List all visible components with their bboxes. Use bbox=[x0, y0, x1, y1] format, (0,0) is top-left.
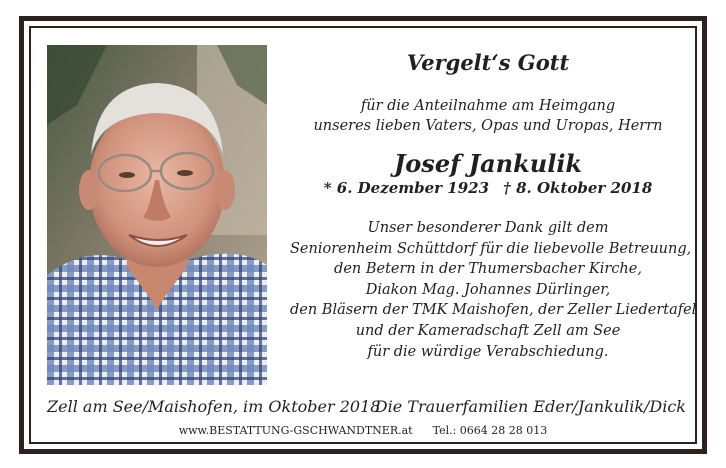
thanks-text bbox=[290, 218, 697, 362]
heading: Vergelt‘s Gott bbox=[406, 50, 570, 75]
thanks-line: und der Kameradschaft Zell am See bbox=[355, 322, 621, 339]
life-dates bbox=[290, 178, 686, 198]
website-link[interactable]: www.BESTATTUNG-GSCHWANDTNER.at bbox=[178, 424, 413, 437]
intro-line: für die Anteilnahme am Heimgang bbox=[360, 98, 616, 114]
intro-line: unseres lieben Vaters, Opas und Uropas, Herrn bbox=[313, 118, 663, 134]
deceased-name: Josef Jankulik bbox=[393, 149, 583, 178]
thanks-line: für die würdige Verabschiedung. bbox=[367, 343, 609, 360]
birth-date: * 6. Dezember 1923 bbox=[323, 179, 490, 197]
place-date: Zell am See/Maishofen, im Oktober 2018 bbox=[47, 397, 381, 416]
phone-number: Tel.: 0664 28 28 013 bbox=[432, 424, 548, 437]
thanks-line: den Betern in der Thumersbacher Kirche, bbox=[334, 261, 642, 278]
death-date: † 8. Oktober 2018 bbox=[503, 179, 653, 197]
thanks-line: Diakon Mag. Johannes Dürlinger, bbox=[365, 281, 611, 298]
intro-text bbox=[290, 96, 686, 136]
thanks-line: den Bläsern der TMK Maishofen, der Zeller Liedertafel bbox=[290, 302, 697, 319]
portrait-photo bbox=[47, 45, 267, 385]
thanks-line: Seniorenheim Schüttdorf für die liebevolle Betreuung, bbox=[290, 240, 692, 257]
message-block bbox=[290, 50, 697, 362]
contact-line bbox=[0, 424, 726, 437]
mourning-families: Die Trauerfamilien Eder/Jankulik/Dick bbox=[374, 397, 686, 416]
thanks-line: Unser besonderer Dank gilt dem bbox=[367, 220, 609, 236]
